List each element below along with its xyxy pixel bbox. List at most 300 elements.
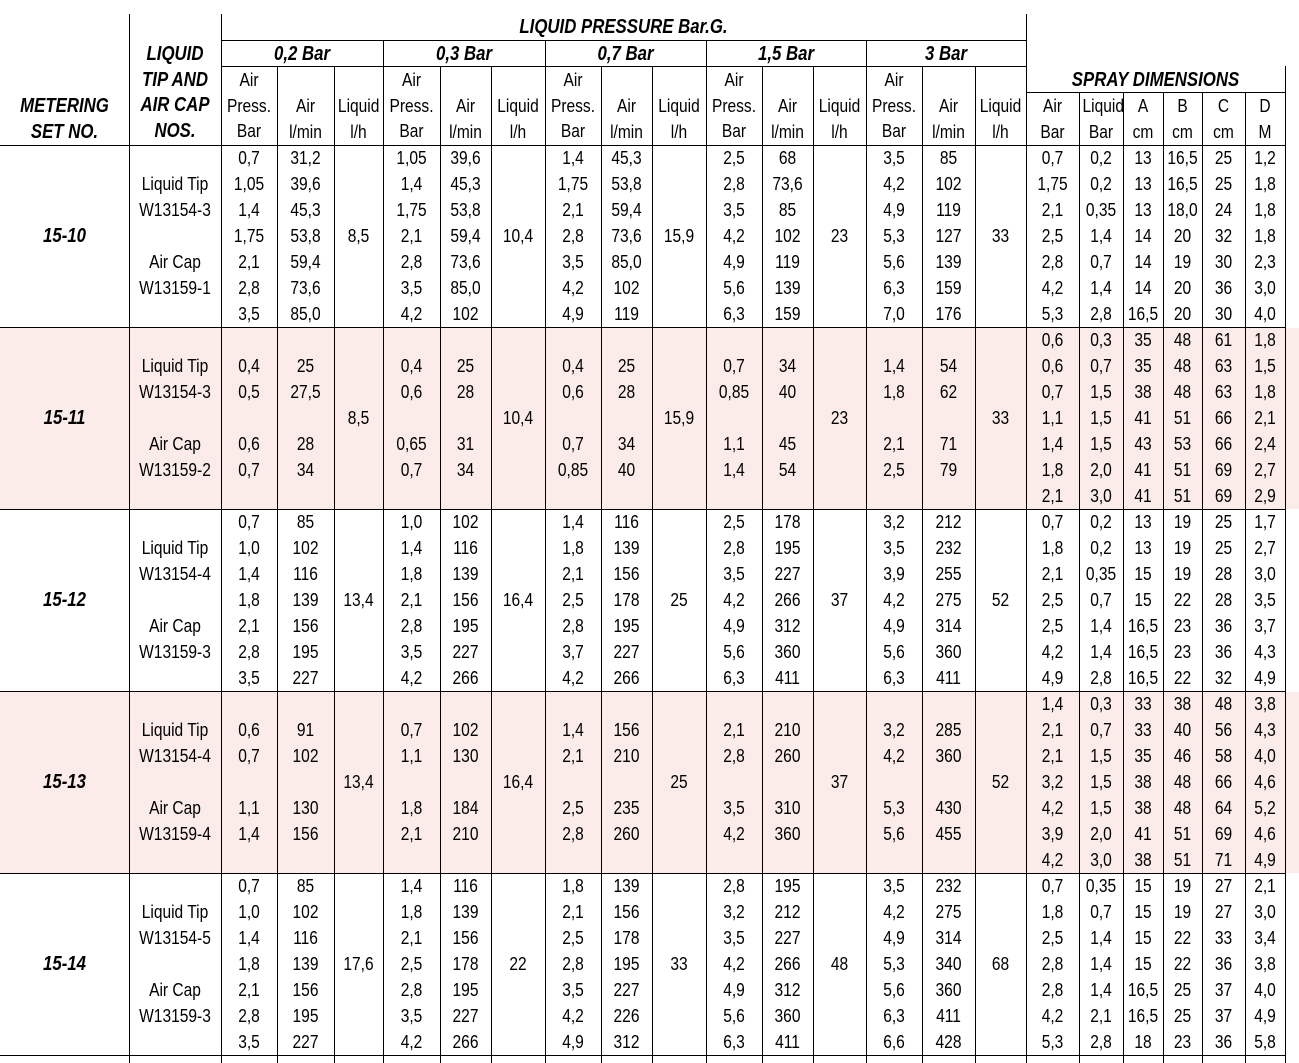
spray-dimension-value: 24 xyxy=(1214,199,1233,220)
spray-dimension-value: 19 xyxy=(1173,901,1192,922)
air-pressure-value: 2,8 xyxy=(238,1005,260,1026)
spray-dimension-value: 0,2 xyxy=(1090,173,1112,194)
grid-line xyxy=(813,66,814,1063)
spray-dimension-value: 15 xyxy=(1134,901,1152,922)
air-flow-value: 28 xyxy=(456,381,475,402)
air-flow-value: 102 xyxy=(452,303,479,324)
air-flow-value: 116 xyxy=(614,511,639,532)
spray-dimension-value: 3,8 xyxy=(1254,693,1276,714)
air-flow-value: 156 xyxy=(292,823,319,844)
spray-dimension-value: 66 xyxy=(1214,433,1233,454)
spray-sub-header: D xyxy=(1259,95,1271,116)
sub-header-air-press: Press. xyxy=(226,94,272,116)
tip-label: LIQUID xyxy=(146,43,204,65)
spray-sub-header: Bar xyxy=(1040,120,1065,142)
spray-dimension-value: 4,2 xyxy=(1041,849,1064,870)
air-pressure-value: 4,9 xyxy=(883,615,905,636)
spray-dimension-value: 36 xyxy=(1214,953,1233,974)
sub-header-air-press: Bar xyxy=(236,120,262,141)
air-flow-value: 310 xyxy=(774,797,801,818)
grid-line xyxy=(1026,14,1027,1063)
air-pressure-value: 3,2 xyxy=(723,901,745,922)
air-flow-value: 266 xyxy=(452,667,479,688)
spray-dimension-value: 25 xyxy=(1214,147,1233,168)
air-flow-value: 102 xyxy=(452,719,479,740)
spray-dimension-value: 15 xyxy=(1134,953,1152,974)
liquid-flow-value: 17,6 xyxy=(343,953,374,974)
spray-dimension-value: 3,4 xyxy=(1254,927,1276,948)
spray-dimension-value: 2,1 xyxy=(1090,1005,1112,1026)
spray-dimension-value: 3,8 xyxy=(1254,953,1276,974)
spray-dimension-value: 2,8 xyxy=(1041,953,1064,974)
air-pressure-value: 3,5 xyxy=(562,979,584,1000)
spray-dimension-value: 4,2 xyxy=(1041,641,1064,662)
sub-header-liquid: Liquid xyxy=(658,95,700,116)
spray-dimension-value: 2,5 xyxy=(1041,615,1064,636)
grid-line xyxy=(601,66,602,1063)
air-pressure-value: 5,6 xyxy=(723,641,745,662)
air-pressure-value: 2,5 xyxy=(562,797,584,818)
air-pressure-value: 1,8 xyxy=(400,901,423,922)
air-pressure-value: 3,5 xyxy=(723,563,745,584)
air-flow-value: 156 xyxy=(613,719,640,740)
tip-part-number: Air Cap xyxy=(149,979,201,1000)
air-pressure-value: 6,6 xyxy=(883,1031,905,1052)
air-pressure-value: 3,5 xyxy=(883,875,905,896)
sub-header-air-press: Bar xyxy=(881,120,907,141)
spray-dimension-value: 51 xyxy=(1173,407,1192,428)
air-flow-value: 130 xyxy=(452,745,479,766)
spray-dimension-value: 51 xyxy=(1173,485,1192,506)
air-pressure-value: 2,8 xyxy=(723,875,745,896)
air-flow-value: 275 xyxy=(935,901,962,922)
air-pressure-value: 3,5 xyxy=(883,147,905,168)
air-pressure-value: 4,2 xyxy=(723,225,745,246)
spray-dimension-value: 1,8 xyxy=(1041,459,1064,480)
spray-dimension-value: 18 xyxy=(1134,1031,1152,1052)
air-pressure-value: 0,7 xyxy=(723,355,745,376)
air-pressure-value: 1,4 xyxy=(238,199,260,220)
air-flow-value: 79 xyxy=(939,459,958,480)
spray-dimension-value: 0,7 xyxy=(1041,511,1064,532)
air-pressure-value: 1,4 xyxy=(400,875,423,896)
pressure-header: 3 Bar xyxy=(924,43,968,65)
air-flow-value: 45,3 xyxy=(290,199,321,220)
air-pressure-value: 6,3 xyxy=(723,303,745,324)
air-flow-value: 102 xyxy=(774,225,801,246)
tip-part-number: W13159-1 xyxy=(139,277,211,298)
spray-dimension-value: 25 xyxy=(1173,1005,1192,1026)
air-pressure-value: 0,4 xyxy=(400,355,423,376)
air-pressure-value: 2,1 xyxy=(562,563,584,584)
air-pressure-value: 2,8 xyxy=(400,615,423,636)
air-flow-value: 156 xyxy=(292,979,319,1000)
air-pressure-value: 2,1 xyxy=(723,719,745,740)
air-pressure-value: 1,75 xyxy=(557,173,589,194)
spray-dimension-value: 23 xyxy=(1173,1031,1192,1052)
spray-dimension-value: 36 xyxy=(1214,277,1233,298)
grid-line xyxy=(334,66,335,1063)
metering-set-number: 15-10 xyxy=(43,225,86,247)
sub-header-air-press: Bar xyxy=(721,120,747,141)
spray-dimension-value: 32 xyxy=(1214,225,1233,246)
air-pressure-value: 4,2 xyxy=(883,745,905,766)
tip-part-number: W13159-2 xyxy=(139,459,211,480)
spray-dimension-value: 0,3 xyxy=(1090,693,1112,714)
air-pressure-value: 4,9 xyxy=(883,199,905,220)
spray-dimension-value: 41 xyxy=(1134,823,1152,844)
air-flow-value: 312 xyxy=(774,979,801,1000)
air-pressure-value: 2,1 xyxy=(883,433,905,454)
air-flow-value: 195 xyxy=(292,641,319,662)
liquid-flow-value: 52 xyxy=(991,589,1010,610)
grid-line xyxy=(0,691,1285,692)
air-flow-value: 360 xyxy=(774,641,801,662)
sub-header-air-flow: Air xyxy=(777,95,798,116)
air-pressure-value: 2,8 xyxy=(562,953,584,974)
spray-dimension-value: 1,4 xyxy=(1090,953,1112,974)
air-pressure-value: 4,2 xyxy=(400,303,423,324)
air-pressure-value: 7,0 xyxy=(883,303,905,324)
spray-dimension-value: 30 xyxy=(1214,303,1233,324)
spray-dimension-value: 38 xyxy=(1134,797,1152,818)
air-flow-value: 455 xyxy=(935,823,962,844)
air-pressure-value: 4,2 xyxy=(883,589,905,610)
air-pressure-value: 3,5 xyxy=(883,537,905,558)
spray-dimension-value: 1,2 xyxy=(1254,147,1276,168)
spray-dimension-value: 36 xyxy=(1214,641,1233,662)
air-flow-value: 102 xyxy=(292,537,319,558)
air-pressure-value: 1,05 xyxy=(396,147,427,168)
spray-dimension-value: 53 xyxy=(1173,433,1192,454)
air-flow-value: 53,8 xyxy=(290,225,321,246)
air-flow-value: 227 xyxy=(452,1005,479,1026)
grid-line xyxy=(440,66,441,1063)
spray-dimension-value: 1,8 xyxy=(1254,199,1276,220)
tip-part-number: Liquid Tip xyxy=(141,355,209,376)
sub-header-liquid: l/h xyxy=(509,120,527,142)
grid-line xyxy=(0,327,1285,328)
grid-line xyxy=(1079,92,1080,1063)
air-flow-value: 119 xyxy=(775,251,800,272)
spray-dimension-value: 32 xyxy=(1214,667,1233,688)
air-flow-value: 53,8 xyxy=(450,199,481,220)
grid-line xyxy=(922,66,923,1063)
air-flow-value: 102 xyxy=(613,277,640,298)
air-flow-value: 139 xyxy=(292,589,319,610)
group-title: LIQUID PRESSURE Bar.G. xyxy=(519,16,728,38)
spray-dimension-value: 36 xyxy=(1214,615,1233,636)
sub-header-air-flow: l/min xyxy=(289,120,322,142)
sub-header-air-press: Press. xyxy=(711,94,757,116)
air-flow-value: 139 xyxy=(292,953,319,974)
sub-header-liquid: l/h xyxy=(831,120,848,142)
air-pressure-value: 1,4 xyxy=(400,537,423,558)
air-flow-value: 411 xyxy=(936,667,961,688)
air-pressure-value: 5,6 xyxy=(883,823,905,844)
grid-line xyxy=(1123,92,1124,1063)
spray-dimension-value: 4,2 xyxy=(1041,277,1064,298)
air-flow-value: 59,4 xyxy=(290,251,321,272)
grid-line xyxy=(545,40,546,1063)
spray-dimension-value: 51 xyxy=(1173,849,1192,870)
air-pressure-value: 2,8 xyxy=(562,823,584,844)
air-flow-value: 195 xyxy=(452,615,479,636)
air-flow-value: 73,6 xyxy=(450,251,481,272)
spray-dimension-value: 1,5 xyxy=(1090,771,1112,792)
sub-header-liquid: Liquid xyxy=(497,95,539,116)
air-pressure-value: 4,2 xyxy=(883,173,905,194)
spray-dimension-value: 37 xyxy=(1214,979,1233,1000)
air-flow-value: 59,4 xyxy=(611,199,642,220)
air-flow-value: 411 xyxy=(936,1005,961,1026)
spray-dimension-value: 2,8 xyxy=(1041,251,1064,272)
spray-dimension-value: 2,8 xyxy=(1090,303,1112,324)
air-pressure-value: 0,7 xyxy=(238,745,260,766)
air-pressure-value: 3,5 xyxy=(723,797,745,818)
air-flow-value: 210 xyxy=(774,719,801,740)
sub-header-air-flow: Air xyxy=(455,95,476,116)
spray-dimension-value: 4,3 xyxy=(1254,719,1276,740)
grid-line xyxy=(1163,92,1164,1063)
air-flow-value: 178 xyxy=(452,953,479,974)
air-flow-value: 195 xyxy=(292,1005,319,1026)
air-flow-value: 232 xyxy=(935,875,962,896)
air-pressure-value: 2,8 xyxy=(562,615,584,636)
spray-sub-header: A xyxy=(1137,95,1149,116)
air-flow-value: 139 xyxy=(452,901,479,922)
liquid-flow-value: 16,4 xyxy=(502,771,534,792)
spray-dimension-value: 13 xyxy=(1134,147,1152,168)
pressure-header: 0,7 Bar xyxy=(597,43,654,65)
air-pressure-value: 0,6 xyxy=(238,433,260,454)
sub-header-air-press: Air xyxy=(401,69,422,90)
spray-dimension-value: 2,1 xyxy=(1041,719,1064,740)
air-flow-value: 266 xyxy=(452,1031,479,1052)
air-flow-value: 428 xyxy=(935,1031,962,1052)
spray-dimension-value: 22 xyxy=(1173,667,1192,688)
air-pressure-value: 0,85 xyxy=(718,381,750,402)
air-pressure-value: 0,7 xyxy=(400,719,423,740)
spray-dimension-value: 3,0 xyxy=(1254,277,1276,298)
air-flow-value: 102 xyxy=(292,901,319,922)
spray-dimension-value: 1,8 xyxy=(1254,329,1276,350)
spray-dimension-value: 4,0 xyxy=(1254,979,1276,1000)
spray-dimension-value: 2,1 xyxy=(1254,407,1276,428)
air-pressure-value: 0,6 xyxy=(238,719,260,740)
liquid-flow-value: 37 xyxy=(830,771,849,792)
spray-dimension-value: 20 xyxy=(1173,277,1192,298)
spray-dimension-value: 0,6 xyxy=(1041,329,1064,350)
air-pressure-value: 5,6 xyxy=(723,1005,745,1026)
liquid-flow-value: 13,4 xyxy=(343,589,374,610)
metering-label: METERING xyxy=(20,95,109,117)
air-pressure-value: 1,75 xyxy=(396,199,427,220)
spray-dimension-value: 4,3 xyxy=(1254,641,1276,662)
spray-dimension-value: 48 xyxy=(1173,797,1192,818)
air-flow-value: 139 xyxy=(613,537,640,558)
tip-part-number: Liquid Tip xyxy=(141,537,209,558)
air-flow-value: 68 xyxy=(778,147,797,168)
sub-header-air-flow: Air xyxy=(295,95,316,116)
air-pressure-value: 3,5 xyxy=(562,251,584,272)
air-pressure-value: 1,4 xyxy=(562,719,584,740)
spray-dimension-value: 3,0 xyxy=(1254,563,1276,584)
grid-line xyxy=(0,873,1285,874)
air-pressure-value: 1,4 xyxy=(400,173,423,194)
spray-dimension-value: 2,5 xyxy=(1041,589,1064,610)
air-flow-value: 45 xyxy=(778,433,797,454)
air-flow-value: 360 xyxy=(774,823,801,844)
sub-header-air-flow: l/min xyxy=(610,120,643,142)
spray-dimension-value: 48 xyxy=(1173,771,1192,792)
spray-dimension-value: 16,5 xyxy=(1167,173,1198,194)
spray-dimension-value: 1,8 xyxy=(1254,173,1276,194)
air-pressure-value: 2,1 xyxy=(562,901,584,922)
spray-dimension-value: 35 xyxy=(1134,745,1152,766)
spray-dimension-value: 1,75 xyxy=(1037,173,1068,194)
air-pressure-value: 1,0 xyxy=(238,901,260,922)
air-flow-value: 85 xyxy=(939,147,958,168)
air-pressure-value: 2,8 xyxy=(400,979,423,1000)
air-pressure-value: 1,4 xyxy=(723,459,745,480)
tip-part-number: W13159-3 xyxy=(139,641,211,662)
spray-dimension-value: 1,7 xyxy=(1254,511,1276,532)
liquid-flow-value: 15,9 xyxy=(663,407,695,428)
spray-dimension-value: 0,35 xyxy=(1085,199,1117,220)
air-pressure-value: 6,3 xyxy=(723,1031,745,1052)
air-pressure-value: 2,1 xyxy=(562,199,584,220)
spray-sub-header: cm xyxy=(1213,120,1234,142)
grid-line xyxy=(1202,92,1203,1063)
tip-part-number: W13154-3 xyxy=(139,381,211,402)
air-flow-value: 39,6 xyxy=(290,173,321,194)
air-flow-value: 116 xyxy=(293,563,318,584)
spray-dimension-value: 20 xyxy=(1173,303,1192,324)
air-flow-value: 130 xyxy=(292,797,319,818)
spray-dimension-value: 63 xyxy=(1214,381,1233,402)
spray-dimension-value: 41 xyxy=(1134,407,1152,428)
sub-header-air-press: Air xyxy=(884,69,904,90)
spray-dimension-value: 4,9 xyxy=(1041,667,1064,688)
tip-part-number: Liquid Tip xyxy=(141,719,209,740)
air-pressure-value: 2,5 xyxy=(723,511,745,532)
grid-line xyxy=(0,1055,1285,1056)
liquid-flow-value: 10,4 xyxy=(502,407,534,428)
air-pressure-value: 1,8 xyxy=(400,797,423,818)
air-flow-value: 25 xyxy=(456,355,475,376)
air-pressure-value: 1,8 xyxy=(883,381,905,402)
air-pressure-value: 2,8 xyxy=(562,225,584,246)
air-pressure-value: 0,6 xyxy=(562,381,584,402)
spray-sub-header: C xyxy=(1217,95,1230,116)
spray-dimension-value: 33 xyxy=(1214,927,1233,948)
spray-dimension-value: 38 xyxy=(1173,693,1192,714)
spray-dimension-value: 0,7 xyxy=(1090,589,1112,610)
spray-dimension-value: 5,2 xyxy=(1254,797,1276,818)
spray-dimension-value: 5,8 xyxy=(1254,1031,1276,1052)
air-pressure-value: 0,7 xyxy=(238,147,260,168)
tip-label: NOS. xyxy=(154,119,196,142)
spray-dimension-value: 0,2 xyxy=(1090,147,1112,168)
spray-dimension-value: 2,1 xyxy=(1041,199,1064,220)
air-pressure-value: 2,5 xyxy=(723,147,745,168)
air-pressure-value: 1,4 xyxy=(883,355,905,376)
spray-dimension-value: 36 xyxy=(1214,1031,1233,1052)
air-flow-value: 25 xyxy=(617,355,636,376)
spray-dimension-value: 0,7 xyxy=(1041,875,1064,896)
air-flow-value: 260 xyxy=(774,745,801,766)
sub-header-air-press: Press. xyxy=(871,94,917,116)
spray-dimension-value: 1,8 xyxy=(1254,225,1276,246)
air-flow-value: 227 xyxy=(613,979,640,1000)
air-pressure-value: 1,4 xyxy=(562,147,584,168)
grid-line xyxy=(129,14,130,1063)
liquid-flow-value: 10,4 xyxy=(502,225,534,246)
air-pressure-value: 1,1 xyxy=(238,797,260,818)
air-flow-value: 31,2 xyxy=(290,147,321,168)
air-pressure-value: 0,65 xyxy=(396,433,427,454)
air-flow-value: 54 xyxy=(778,459,797,480)
air-flow-value: 227 xyxy=(613,641,640,662)
spray-dimension-value: 0,7 xyxy=(1090,355,1112,376)
air-flow-value: 85,0 xyxy=(450,277,481,298)
air-pressure-value: 3,2 xyxy=(883,511,905,532)
spray-dimension-value: 43 xyxy=(1134,433,1152,454)
air-flow-value: 127 xyxy=(935,225,962,246)
spray-dimension-value: 28 xyxy=(1214,563,1233,584)
air-flow-value: 176 xyxy=(935,303,962,324)
tip-part-number: W13154-4 xyxy=(139,563,211,584)
liquid-flow-value: 52 xyxy=(991,771,1010,792)
air-flow-value: 411 xyxy=(775,667,800,688)
sub-header-liquid: l/h xyxy=(670,120,688,142)
spray-dimension-value: 4,0 xyxy=(1254,745,1276,766)
air-pressure-value: 3,5 xyxy=(238,303,260,324)
air-pressure-value: 2,1 xyxy=(400,927,423,948)
air-flow-value: 232 xyxy=(935,537,962,558)
air-pressure-value: 4,2 xyxy=(562,277,584,298)
spray-dimension-value: 1,4 xyxy=(1090,225,1112,246)
spray-dimension-value: 13 xyxy=(1134,511,1152,532)
spray-dimension-value: 4,0 xyxy=(1254,303,1276,324)
spray-dimension-value: 56 xyxy=(1214,719,1233,740)
air-flow-value: 195 xyxy=(613,615,640,636)
air-pressure-value: 4,2 xyxy=(400,1031,423,1052)
air-pressure-value: 3,5 xyxy=(400,1005,423,1026)
air-pressure-value: 1,8 xyxy=(562,537,584,558)
spray-dimension-value: 5,3 xyxy=(1041,303,1064,324)
air-flow-value: 227 xyxy=(292,1031,319,1052)
air-pressure-value: 5,6 xyxy=(883,641,905,662)
air-pressure-value: 2,5 xyxy=(562,927,584,948)
air-flow-value: 312 xyxy=(774,615,801,636)
air-flow-value: 195 xyxy=(452,979,479,1000)
air-pressure-value: 4,2 xyxy=(562,667,584,688)
air-pressure-value: 5,3 xyxy=(883,953,905,974)
spray-dimension-value: 3,0 xyxy=(1254,901,1276,922)
air-pressure-value: 1,4 xyxy=(238,927,260,948)
tip-part-number: Air Cap xyxy=(149,615,201,636)
spray-dimension-value: 2,8 xyxy=(1090,1031,1112,1052)
spray-sub-header: cm xyxy=(1172,120,1193,142)
air-pressure-value: 2,1 xyxy=(238,979,260,1000)
spray-dimension-value: 16,5 xyxy=(1127,615,1159,636)
spray-dimension-value: 13 xyxy=(1134,199,1152,220)
spray-dimension-value: 33 xyxy=(1134,693,1152,714)
spray-dimension-value: 61 xyxy=(1214,329,1233,350)
air-flow-value: 266 xyxy=(774,589,801,610)
